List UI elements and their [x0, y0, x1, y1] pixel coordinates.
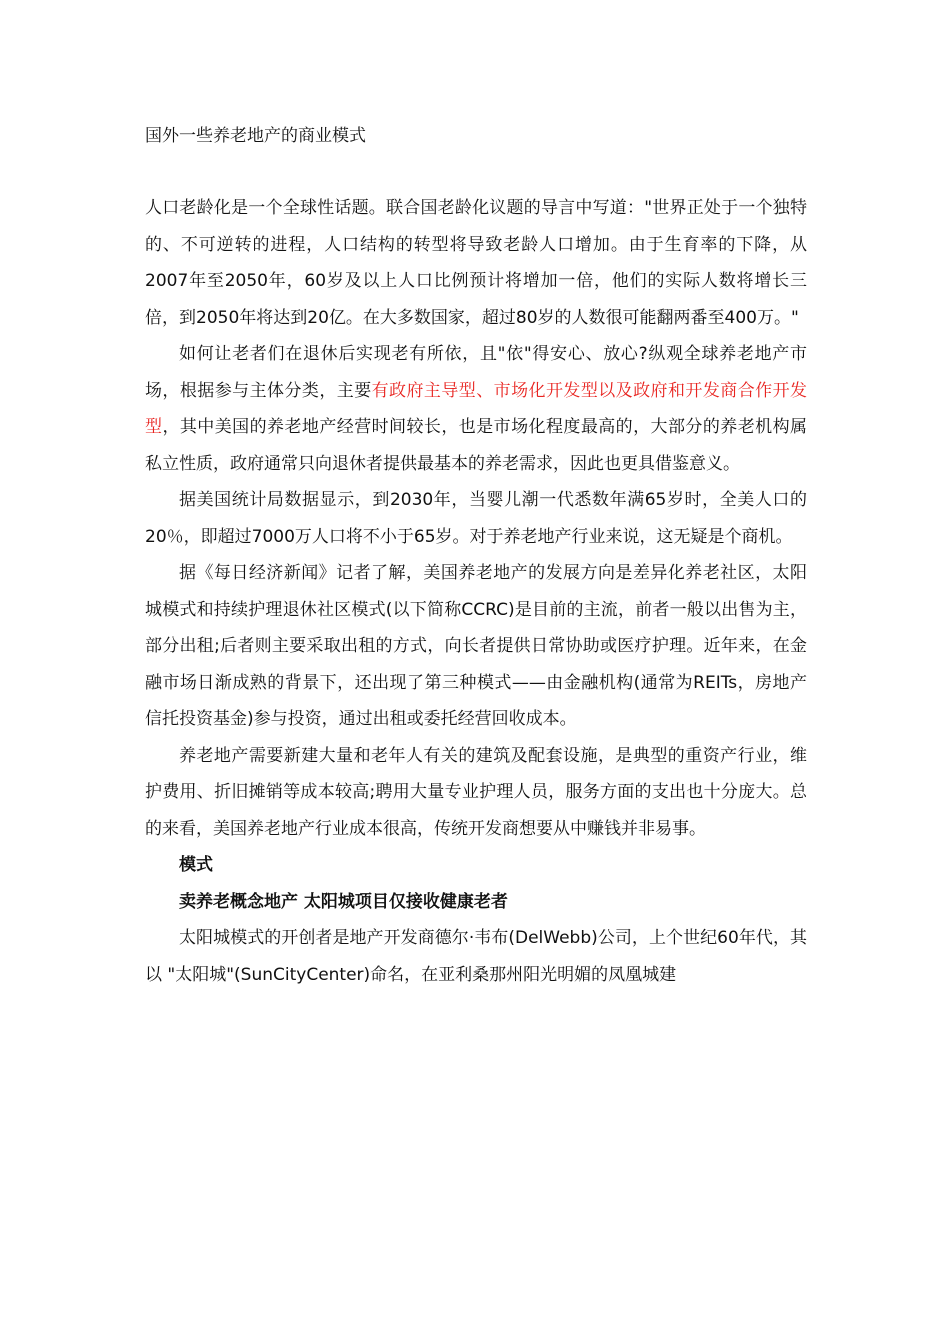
- paragraph-aging-intro: 人口老龄化是一个全球性话题。联合国老龄化议题的导言中写道："世界正处于一个独特的、不可逆转的进程，人口结构的转型将导致老龄人口增加。由于生育率的下降，从2007年至2050年，60岁及以上人口比例预计将增加一倍，他们的实际人数将增长三倍，到2050年将达到20亿。在大多数国家，超过80岁的人数很可能翻两番至400万。": [145, 198, 807, 328]
- paragraph-development-direction: 据《每日经济新闻》记者了解，美国养老地产的发展方向是差异化养老社区，太阳城模式和持续护理退休社区模式(以下简称CCRC)是目前的主流，前者一般以出售为主，部分出租;后者则主要采取出租的方式，向长者提供日常协助或医疗护理。近年来，在金融市场日渐成熟的背景下，还出现了第三种模式——由金融机构(通常为REITs，房地产信托投资基金)参与投资，通过出租或委托经营回收成本。: [145, 563, 807, 729]
- document-title: 国外一些养老地产的商业模式: [145, 126, 366, 146]
- paragraph-census-data: 据美国统计局数据显示，到2030年，当婴儿潮一代悉数年满65岁时，全美人口的20％，即超过7000万人口将不小于65岁。对于养老地产行业来说，这无疑是个商机。: [145, 490, 807, 547]
- paragraph-text: ，其中美国的养老地产经营时间较长，也是市场化程度最高的，大部分的养老机构属私立性质，政府通常只向退休者提供最基本的养老需求，因此也更具借鉴意义。: [145, 417, 808, 474]
- document-body: [145, 118, 807, 993]
- paragraph-suncity-origin: 太阳城模式的开创者是地产开发商德尔·韦布(DelWebb)公司，上个世纪60年代，其以 "太阳城"(SunCityCenter)命名，在亚利桑那州阳光明媚的凤凰城建: [145, 928, 807, 985]
- highlighted-models-text: 有政府主导型、市场化开发型以及政府和开发商合作开发型: [145, 380, 808, 437]
- paragraph-market-models: [145, 336, 807, 482]
- section-heading-suncity: 卖养老概念地产 太阳城项目仅接收健康老者: [179, 891, 508, 912]
- paragraph-text: 如何让老者们在退休后实现老有所依，且"依"得安心、放心?纵观全球养老地产市场，根据参与主体分类，主要: [145, 344, 807, 401]
- section-heading-models: 模式: [179, 855, 213, 875]
- paragraph-cost-analysis: 养老地产需要新建大量和老年人有关的建筑及配套设施，是典型的重资产行业，维护费用、折旧摊销等成本较高;聘用大量专业护理人员，服务方面的支出也十分庞大。总的来看，美国养老地产行业成本很高，传统开发商想要从中赚钱并非易事。: [145, 745, 807, 839]
